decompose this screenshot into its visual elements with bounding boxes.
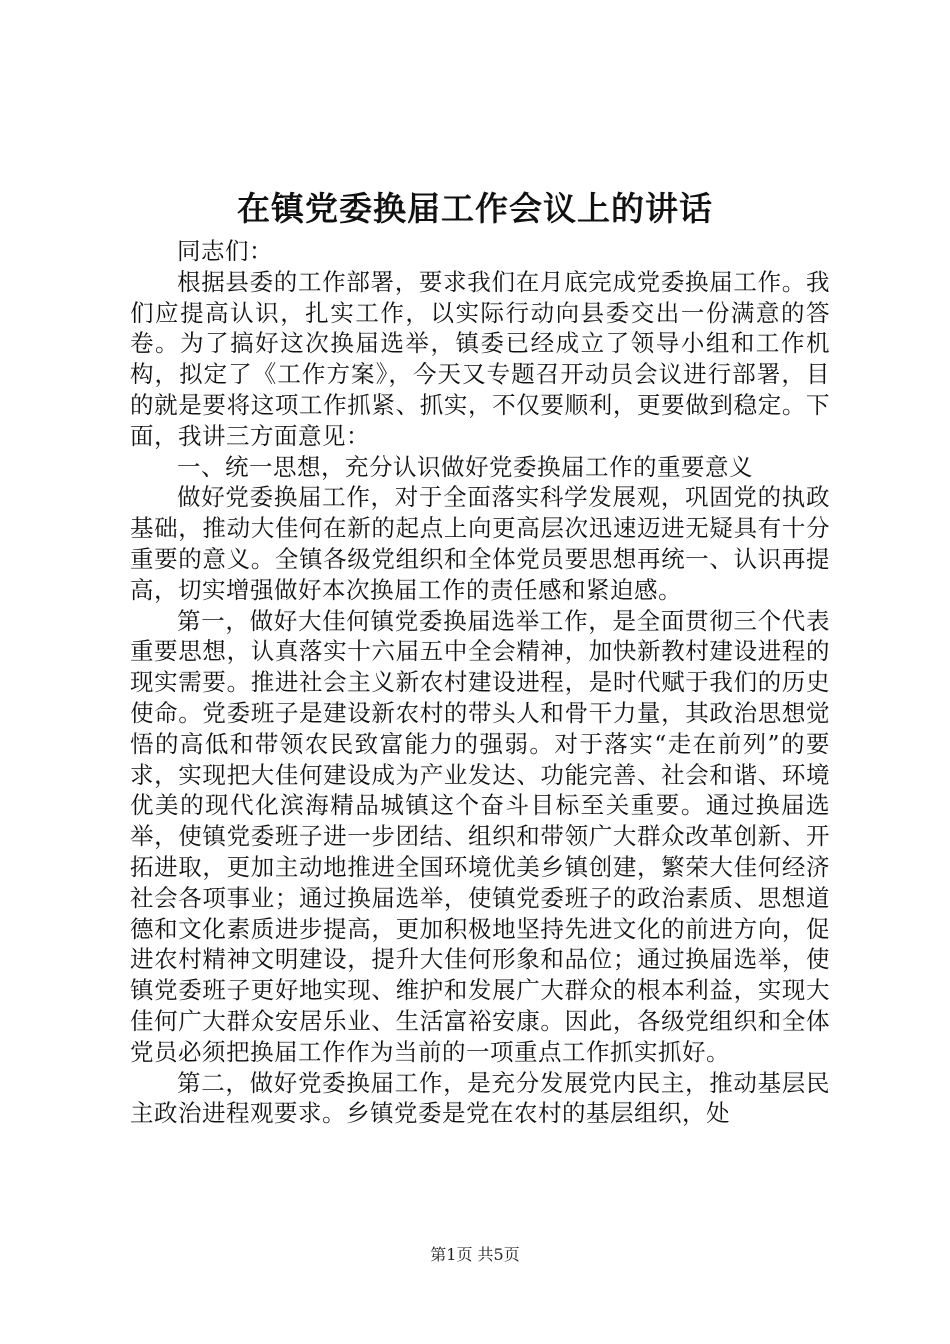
section-heading-1: 一、统一思想，充分认识做好党委换届工作的重要意义 [177, 452, 753, 481]
document-title: 在镇党委换届工作会议上的讲话 [237, 189, 713, 228]
salutation: 同志们： [177, 237, 273, 265]
document-body [130, 236, 830, 1129]
paragraph-point-2: 第二，做好党委换届工作，是充分发展党内民主，推动基层民主政治进程观要求。乡镇党委是党在农村的基层组织，处 [130, 1068, 830, 1128]
page-number-footer: 第1页 共5页 [430, 1245, 520, 1264]
paragraph-point-1: 第一，做好大佳何镇党委换届选举工作，是全面贯彻三个代表重要思想，认真落实十六届五中全会精神，加快新教村建设进程的现实需要。推进社会主义新农村建设进程，是时代赋于我们的历史使命。党委班子是建设新农村的带头人和骨干力量，其政治思想觉悟的高低和带领农民致富能力的强弱。对于落实“走在前列”的要求，实现把大佳何建设成为产业发达、功能完善、社会和谐、环境优美的现代化滨海精品城镇这个奋斗目标至关重要。通过换届选举，使镇党委班子进一步团结、组织和带领广大群众改革创新、开拓进取，更加主动地推进全国环境优美乡镇创建，繁荣大佳何经济社会各项事业；通过换届选举，使镇党委班子的政治素质、思想道德和文化素质进步提高，更加积极地坚持先进文化的前进方向，促进农村精神文明建设，提升大佳何形象和品位；通过换届选举，使镇党委班子更好地实现、维护和发展广大群众的根本利益，实现大佳何广大群众安居乐业、生活富裕安康。因此，各级党组织和全体党员必须把换届工作作为当前的一项重点工作抓实抓好。 [130, 606, 830, 1066]
paragraph-intro: 根据县委的工作部署，要求我们在月底完成党委换届工作。我们应提高认识，扎实工作，以实际行动向县委交出一份满意的答卷。为了搞好这次换届选举，镇委已经成立了领导小组和工作机构，拟定了《工作方案》，今天又专题召开动员会议进行部署，目的就是要将这项工作抓紧、抓实，不仅要顺利，更要做到稳定。下面，我讲三方面意见： [130, 267, 830, 450]
paragraph-significance: 做好党委换届工作，对于全面落实科学发展观，巩固党的执政基础，推动大佳何在新的起点上向更高层次迅速迈进无疑具有十分重要的意义。全镇各级党组织和全体党员要思想再统一、认识再提高，切实增强做好本次换届工作的责任感和紧迫感。 [130, 483, 830, 604]
